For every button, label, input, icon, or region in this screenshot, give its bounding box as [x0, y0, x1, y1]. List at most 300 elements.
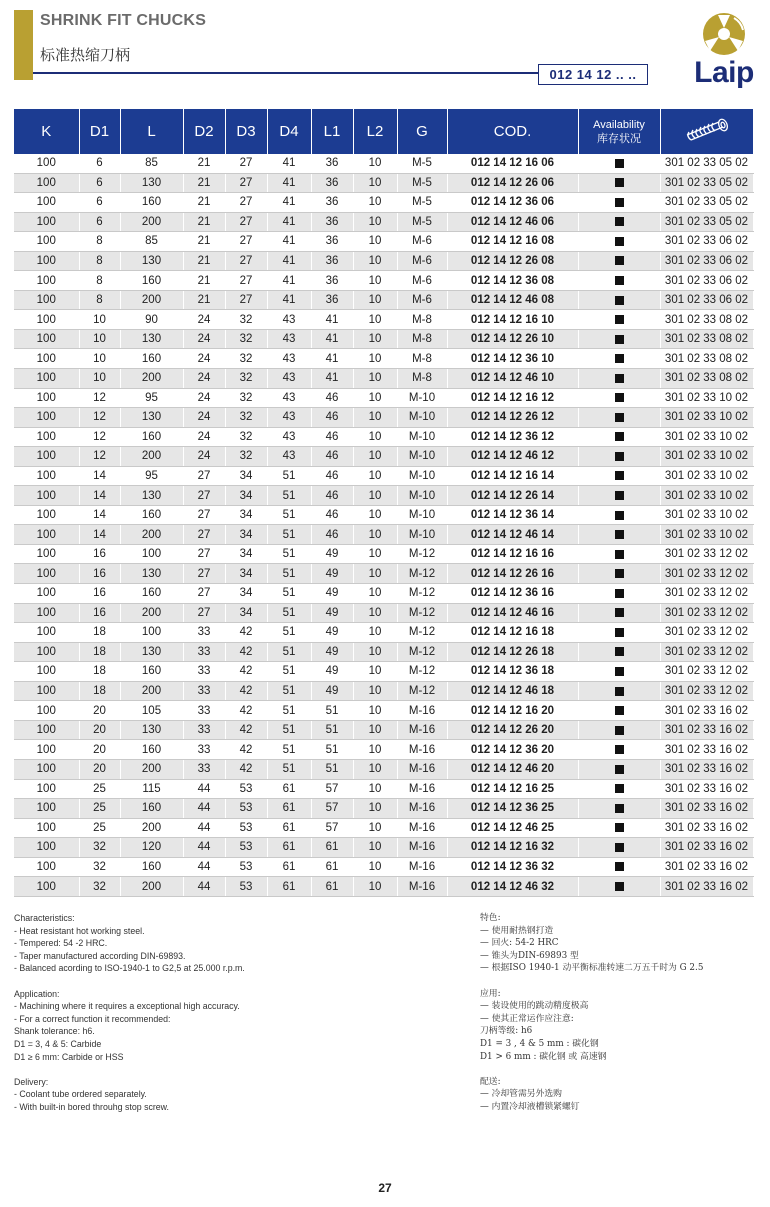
note-line: Characteristics: [14, 913, 75, 923]
table-cell: 51 [267, 466, 311, 486]
availability-label-cn: 库存状况 [597, 131, 641, 145]
screw-code-cell: 301 02 33 10 02 [660, 466, 753, 486]
table-cell: 34 [225, 544, 267, 564]
table-cell: 10 [353, 818, 397, 838]
screw-code-cell: 301 02 33 08 02 [660, 349, 753, 369]
in-stock-square-icon [615, 804, 624, 813]
table-cell: 100 [14, 525, 79, 545]
screw-code-cell: 301 02 33 10 02 [660, 408, 753, 428]
table-cell: 51 [267, 701, 311, 721]
table-cell: 130 [120, 642, 183, 662]
screw-code-cell: 301 02 33 16 02 [660, 701, 753, 721]
table-cell: 46 [311, 466, 353, 486]
table-cell: 49 [311, 681, 353, 701]
table-cell: 012 14 12 36 16 [447, 584, 578, 604]
in-stock-square-icon [615, 452, 624, 461]
table-cell: 160 [120, 349, 183, 369]
table-cell: 27 [225, 232, 267, 252]
note-spacer [14, 1063, 374, 1076]
table-cell: 100 [14, 329, 79, 349]
table-cell: 44 [183, 779, 225, 799]
in-stock-square-icon [615, 726, 624, 735]
table-cell: 53 [225, 818, 267, 838]
table-cell: 100 [14, 486, 79, 506]
table-row [14, 193, 753, 213]
table-row [14, 271, 753, 291]
screw-code-cell: 301 02 33 12 02 [660, 584, 753, 604]
table-cell: 25 [79, 779, 120, 799]
table-cell: 51 [311, 701, 353, 721]
table-cell: 34 [225, 584, 267, 604]
table-row [14, 447, 753, 467]
table-cell: 51 [267, 584, 311, 604]
screw-code-cell: 301 02 33 16 02 [660, 740, 753, 760]
table-cell: 100 [14, 212, 79, 232]
table-cell: 012 14 12 46 20 [447, 759, 578, 779]
screw-code-cell: 301 02 33 16 02 [660, 779, 753, 799]
col-header-d1: D1 [79, 109, 120, 154]
screw-code-cell: 301 02 33 12 02 [660, 623, 753, 643]
table-cell: 61 [267, 799, 311, 819]
table-cell: 012 14 12 16 20 [447, 701, 578, 721]
table-cell: 51 [311, 759, 353, 779]
table-cell: 27 [225, 154, 267, 173]
table-cell: 10 [353, 623, 397, 643]
availability-cell [578, 212, 660, 232]
in-stock-square-icon [615, 237, 624, 246]
availability-cell [578, 388, 660, 408]
table-cell: M-8 [397, 310, 447, 330]
table-cell: 27 [183, 486, 225, 506]
availability-cell [578, 486, 660, 506]
screw-code-cell: 301 02 33 08 02 [660, 369, 753, 389]
table-cell: 12 [79, 408, 120, 428]
availability-cell [578, 584, 660, 604]
table-cell: 85 [120, 232, 183, 252]
table-cell: M-12 [397, 662, 447, 682]
table-row [14, 857, 753, 877]
table-cell: 012 14 12 36 14 [447, 505, 578, 525]
table-cell: 24 [183, 388, 225, 408]
table-cell: 21 [183, 173, 225, 193]
col-header-availability [578, 109, 660, 154]
table-cell: 100 [14, 681, 79, 701]
table-cell: 012 14 12 26 16 [447, 564, 578, 584]
in-stock-square-icon [615, 687, 624, 696]
table-cell: 41 [267, 251, 311, 271]
in-stock-square-icon [615, 667, 624, 676]
table-cell: 012 14 12 16 14 [447, 466, 578, 486]
table-cell: 14 [79, 525, 120, 545]
table-cell: M-6 [397, 271, 447, 291]
table-cell: 6 [79, 154, 120, 173]
table-cell: 27 [183, 525, 225, 545]
table-cell: 10 [353, 349, 397, 369]
in-stock-square-icon [615, 217, 624, 226]
col-header-l2: L2 [353, 109, 397, 154]
table-cell: 34 [225, 525, 267, 545]
in-stock-square-icon [615, 530, 624, 539]
table-cell: M-8 [397, 329, 447, 349]
in-stock-square-icon [615, 823, 624, 832]
table-cell: 012 14 12 36 20 [447, 740, 578, 760]
screw-code-cell: 301 02 33 16 02 [660, 759, 753, 779]
table-row [14, 290, 753, 310]
table-cell: 24 [183, 447, 225, 467]
availability-cell [578, 720, 660, 740]
table-cell: 10 [79, 329, 120, 349]
table-cell: 130 [120, 173, 183, 193]
table-cell: 21 [183, 193, 225, 213]
in-stock-square-icon [615, 628, 624, 637]
availability-cell [578, 232, 660, 252]
table-cell: 100 [14, 349, 79, 369]
table-cell: M-5 [397, 173, 447, 193]
table-cell: 012 14 12 36 32 [447, 857, 578, 877]
availability-cell [578, 349, 660, 369]
table-cell: 012 14 12 46 18 [447, 681, 578, 701]
note-line: Shank tolerance: h6. [14, 1026, 95, 1037]
table-cell: 10 [353, 857, 397, 877]
table-cell: 012 14 12 26 08 [447, 251, 578, 271]
table-cell: 012 14 12 16 12 [447, 388, 578, 408]
table-cell: 120 [120, 838, 183, 858]
note-line: Delivery: [14, 1076, 49, 1087]
in-stock-square-icon [615, 745, 624, 754]
table-cell: 12 [79, 447, 120, 467]
availability-cell [578, 681, 660, 701]
table-cell: 33 [183, 681, 225, 701]
availability-cell [578, 290, 660, 310]
table-row [14, 212, 753, 232]
screw-code-cell: 301 02 33 05 02 [660, 212, 753, 232]
laip-logo [688, 10, 760, 90]
table-cell: 53 [225, 877, 267, 897]
availability-label: Availability [593, 118, 645, 131]
table-cell: 51 [267, 720, 311, 740]
table-cell: 42 [225, 681, 267, 701]
table-cell: 20 [79, 740, 120, 760]
table-cell: 100 [120, 623, 183, 643]
table-cell: 10 [353, 154, 397, 173]
table-cell: 90 [120, 310, 183, 330]
table-cell: 27 [183, 466, 225, 486]
in-stock-square-icon [615, 374, 624, 383]
table-cell: 53 [225, 838, 267, 858]
table-cell: 10 [353, 212, 397, 232]
table-cell: 100 [14, 623, 79, 643]
table-cell: 100 [14, 701, 79, 721]
table-cell: 46 [311, 525, 353, 545]
table-cell: 46 [311, 486, 353, 506]
table-row [14, 877, 753, 897]
table-cell: 32 [225, 408, 267, 428]
table-cell: 41 [267, 212, 311, 232]
table-cell: 10 [353, 603, 397, 623]
table-cell: 46 [311, 505, 353, 525]
availability-cell [578, 877, 660, 897]
table-cell: 10 [353, 251, 397, 271]
table-cell: 10 [353, 505, 397, 525]
table-cell: 012 14 12 36 08 [447, 271, 578, 291]
note-line: - Balanced acording to ISO-1940-1 to G2,5 at 25.000 r.p.m. [14, 963, 245, 974]
table-cell: 25 [79, 818, 120, 838]
table-cell: 16 [79, 544, 120, 564]
table-cell: 100 [14, 505, 79, 525]
note-line: Application: [14, 988, 60, 999]
table-cell: 44 [183, 799, 225, 819]
table-cell: 51 [267, 603, 311, 623]
screw-code-cell: 301 02 33 05 02 [660, 173, 753, 193]
table-cell: 100 [14, 642, 79, 662]
table-cell: M-10 [397, 408, 447, 428]
availability-cell [578, 427, 660, 447]
table-cell: 100 [14, 740, 79, 760]
table-cell: 41 [311, 349, 353, 369]
in-stock-square-icon [615, 550, 624, 559]
table-cell: 24 [183, 427, 225, 447]
table-cell: 16 [79, 584, 120, 604]
table-cell: 42 [225, 759, 267, 779]
table-cell: 200 [120, 525, 183, 545]
table-cell: 012 14 12 26 20 [447, 720, 578, 740]
in-stock-square-icon [615, 882, 624, 891]
table-cell: 42 [225, 720, 267, 740]
table-cell: 100 [14, 759, 79, 779]
screw-code-cell: 301 02 33 16 02 [660, 720, 753, 740]
note-line: — 根据ISO 1940-1 动平衡标准转速二万五千时为 G 2.5 [480, 963, 704, 974]
table-cell: 43 [267, 329, 311, 349]
availability-cell [578, 251, 660, 271]
availability-cell [578, 271, 660, 291]
availability-cell [578, 759, 660, 779]
note-line: 配送: [480, 1076, 501, 1087]
table-cell: M-16 [397, 759, 447, 779]
table-cell: 6 [79, 212, 120, 232]
table-cell: 32 [79, 877, 120, 897]
table-cell: 100 [14, 173, 79, 193]
table-cell: 160 [120, 799, 183, 819]
table-cell: 36 [311, 173, 353, 193]
table-cell: 10 [353, 720, 397, 740]
header-rule [33, 72, 538, 74]
table-cell: 012 14 12 26 18 [447, 642, 578, 662]
table-cell: 012 14 12 26 14 [447, 486, 578, 506]
col-header-k: K [14, 109, 79, 154]
in-stock-square-icon [615, 198, 624, 207]
table-cell: 160 [120, 662, 183, 682]
table-cell: 21 [183, 232, 225, 252]
note-line: 应用: [480, 988, 501, 999]
col-header-d4: D4 [267, 109, 311, 154]
table-cell: 61 [267, 779, 311, 799]
table-row [14, 408, 753, 428]
table-cell: 10 [353, 584, 397, 604]
table-cell: 53 [225, 779, 267, 799]
table-cell: 100 [14, 408, 79, 428]
table-cell: 10 [353, 701, 397, 721]
note-spacer [480, 975, 760, 988]
table-cell: 012 14 12 46 14 [447, 525, 578, 545]
table-cell: 51 [267, 642, 311, 662]
table-cell: 10 [353, 799, 397, 819]
table-cell: 012 14 12 16 06 [447, 154, 578, 173]
in-stock-square-icon [615, 178, 624, 187]
screw-code-cell: 301 02 33 08 02 [660, 329, 753, 349]
table-cell: 100 [14, 799, 79, 819]
table-cell: M-5 [397, 212, 447, 232]
col-header-l1: L1 [311, 109, 353, 154]
table-cell: 51 [267, 486, 311, 506]
table-cell: 14 [79, 505, 120, 525]
in-stock-square-icon [615, 256, 624, 265]
table-cell: 012 14 12 26 06 [447, 173, 578, 193]
table-cell: 14 [79, 466, 120, 486]
table-cell: 100 [14, 584, 79, 604]
note-line: - Taper manufactured according DIN-69893. [14, 950, 186, 961]
table-cell: 53 [225, 857, 267, 877]
table-row [14, 329, 753, 349]
logo-emblem-icon [688, 10, 760, 60]
screw-code-cell: 301 02 33 16 02 [660, 857, 753, 877]
table-row [14, 525, 753, 545]
table-cell: 100 [14, 779, 79, 799]
col-header-screw [660, 109, 753, 154]
table-cell: 85 [120, 154, 183, 173]
note-line: — 冷却管需另外选购 [480, 1089, 562, 1100]
notes-chinese [480, 912, 760, 1114]
table-cell: 012 14 12 16 18 [447, 623, 578, 643]
table-cell: M-12 [397, 603, 447, 623]
table-row [14, 818, 753, 838]
table-cell: 100 [14, 310, 79, 330]
availability-cell [578, 369, 660, 389]
table-cell: 32 [225, 329, 267, 349]
table-cell: 100 [14, 818, 79, 838]
screw-code-cell: 301 02 33 06 02 [660, 290, 753, 310]
table-cell: 61 [267, 857, 311, 877]
table-cell: 27 [183, 564, 225, 584]
table-cell: 25 [79, 799, 120, 819]
table-cell: 36 [311, 212, 353, 232]
table-cell: 160 [120, 584, 183, 604]
table-cell: 21 [183, 290, 225, 310]
table-cell: 160 [120, 271, 183, 291]
table-cell: 200 [120, 603, 183, 623]
table-cell: 10 [353, 564, 397, 584]
table-cell: M-10 [397, 388, 447, 408]
note-line: — 使其正常运作应注意: [480, 1013, 574, 1024]
table-cell: 012 14 12 46 12 [447, 447, 578, 467]
table-cell: M-6 [397, 290, 447, 310]
table-cell: 61 [267, 818, 311, 838]
table-cell: 105 [120, 701, 183, 721]
table-cell: 012 14 12 36 18 [447, 662, 578, 682]
table-row [14, 681, 753, 701]
table-cell: 27 [183, 584, 225, 604]
table-cell: 34 [225, 466, 267, 486]
table-row [14, 173, 753, 193]
screw-code-cell: 301 02 33 06 02 [660, 251, 753, 271]
table-cell: 44 [183, 838, 225, 858]
table-cell: 21 [183, 251, 225, 271]
table-cell: 10 [353, 369, 397, 389]
availability-cell [578, 662, 660, 682]
table-cell: 012 14 12 16 32 [447, 838, 578, 858]
table-cell: 20 [79, 720, 120, 740]
table-cell: M-16 [397, 818, 447, 838]
availability-cell [578, 173, 660, 193]
table-cell: M-16 [397, 740, 447, 760]
table-cell: 10 [79, 310, 120, 330]
table-cell: 42 [225, 642, 267, 662]
table-cell: 130 [120, 251, 183, 271]
table-cell: 51 [267, 681, 311, 701]
table-cell: 33 [183, 662, 225, 682]
table-cell: 43 [267, 349, 311, 369]
availability-cell [578, 408, 660, 428]
screw-code-cell: 301 02 33 05 02 [660, 154, 753, 173]
table-cell: 10 [353, 740, 397, 760]
table-cell: 61 [311, 857, 353, 877]
availability-cell [578, 564, 660, 584]
table-cell: 100 [14, 271, 79, 291]
table-cell: 10 [353, 329, 397, 349]
table-cell: 44 [183, 818, 225, 838]
table-cell: 10 [353, 759, 397, 779]
table-cell: 57 [311, 779, 353, 799]
note-spacer [14, 975, 374, 988]
table-row [14, 799, 753, 819]
table-cell: M-16 [397, 720, 447, 740]
table-cell: 27 [225, 173, 267, 193]
table-cell: 200 [120, 877, 183, 897]
table-cell: 160 [120, 740, 183, 760]
table-cell: 100 [14, 290, 79, 310]
table-cell: 012 14 12 46 32 [447, 877, 578, 897]
table-cell: 100 [14, 466, 79, 486]
table-row [14, 642, 753, 662]
table-cell: 10 [79, 369, 120, 389]
table-cell: 43 [267, 310, 311, 330]
in-stock-square-icon [615, 159, 624, 168]
table-cell: 200 [120, 290, 183, 310]
code-prefix-box: 012 14 12 .. .. [538, 64, 648, 85]
table-cell: 200 [120, 212, 183, 232]
table-cell: 51 [267, 525, 311, 545]
note-line: D1 > 6 mm : 碳化钢 或 高速钢 [480, 1051, 607, 1062]
screw-code-cell: 301 02 33 12 02 [660, 564, 753, 584]
table-cell: 200 [120, 681, 183, 701]
in-stock-square-icon [615, 706, 624, 715]
table-cell: 10 [353, 271, 397, 291]
table-cell: 012 14 12 26 12 [447, 408, 578, 428]
in-stock-square-icon [615, 784, 624, 793]
table-cell: 27 [225, 212, 267, 232]
table-cell: 34 [225, 564, 267, 584]
table-cell: 49 [311, 662, 353, 682]
table-cell: 100 [14, 369, 79, 389]
table-cell: 14 [79, 486, 120, 506]
table-cell: 27 [225, 193, 267, 213]
table-cell: M-12 [397, 642, 447, 662]
table-cell: 51 [267, 740, 311, 760]
availability-cell [578, 701, 660, 721]
table-cell: 27 [183, 505, 225, 525]
availability-cell [578, 740, 660, 760]
table-row [14, 251, 753, 271]
table-cell: 100 [14, 603, 79, 623]
